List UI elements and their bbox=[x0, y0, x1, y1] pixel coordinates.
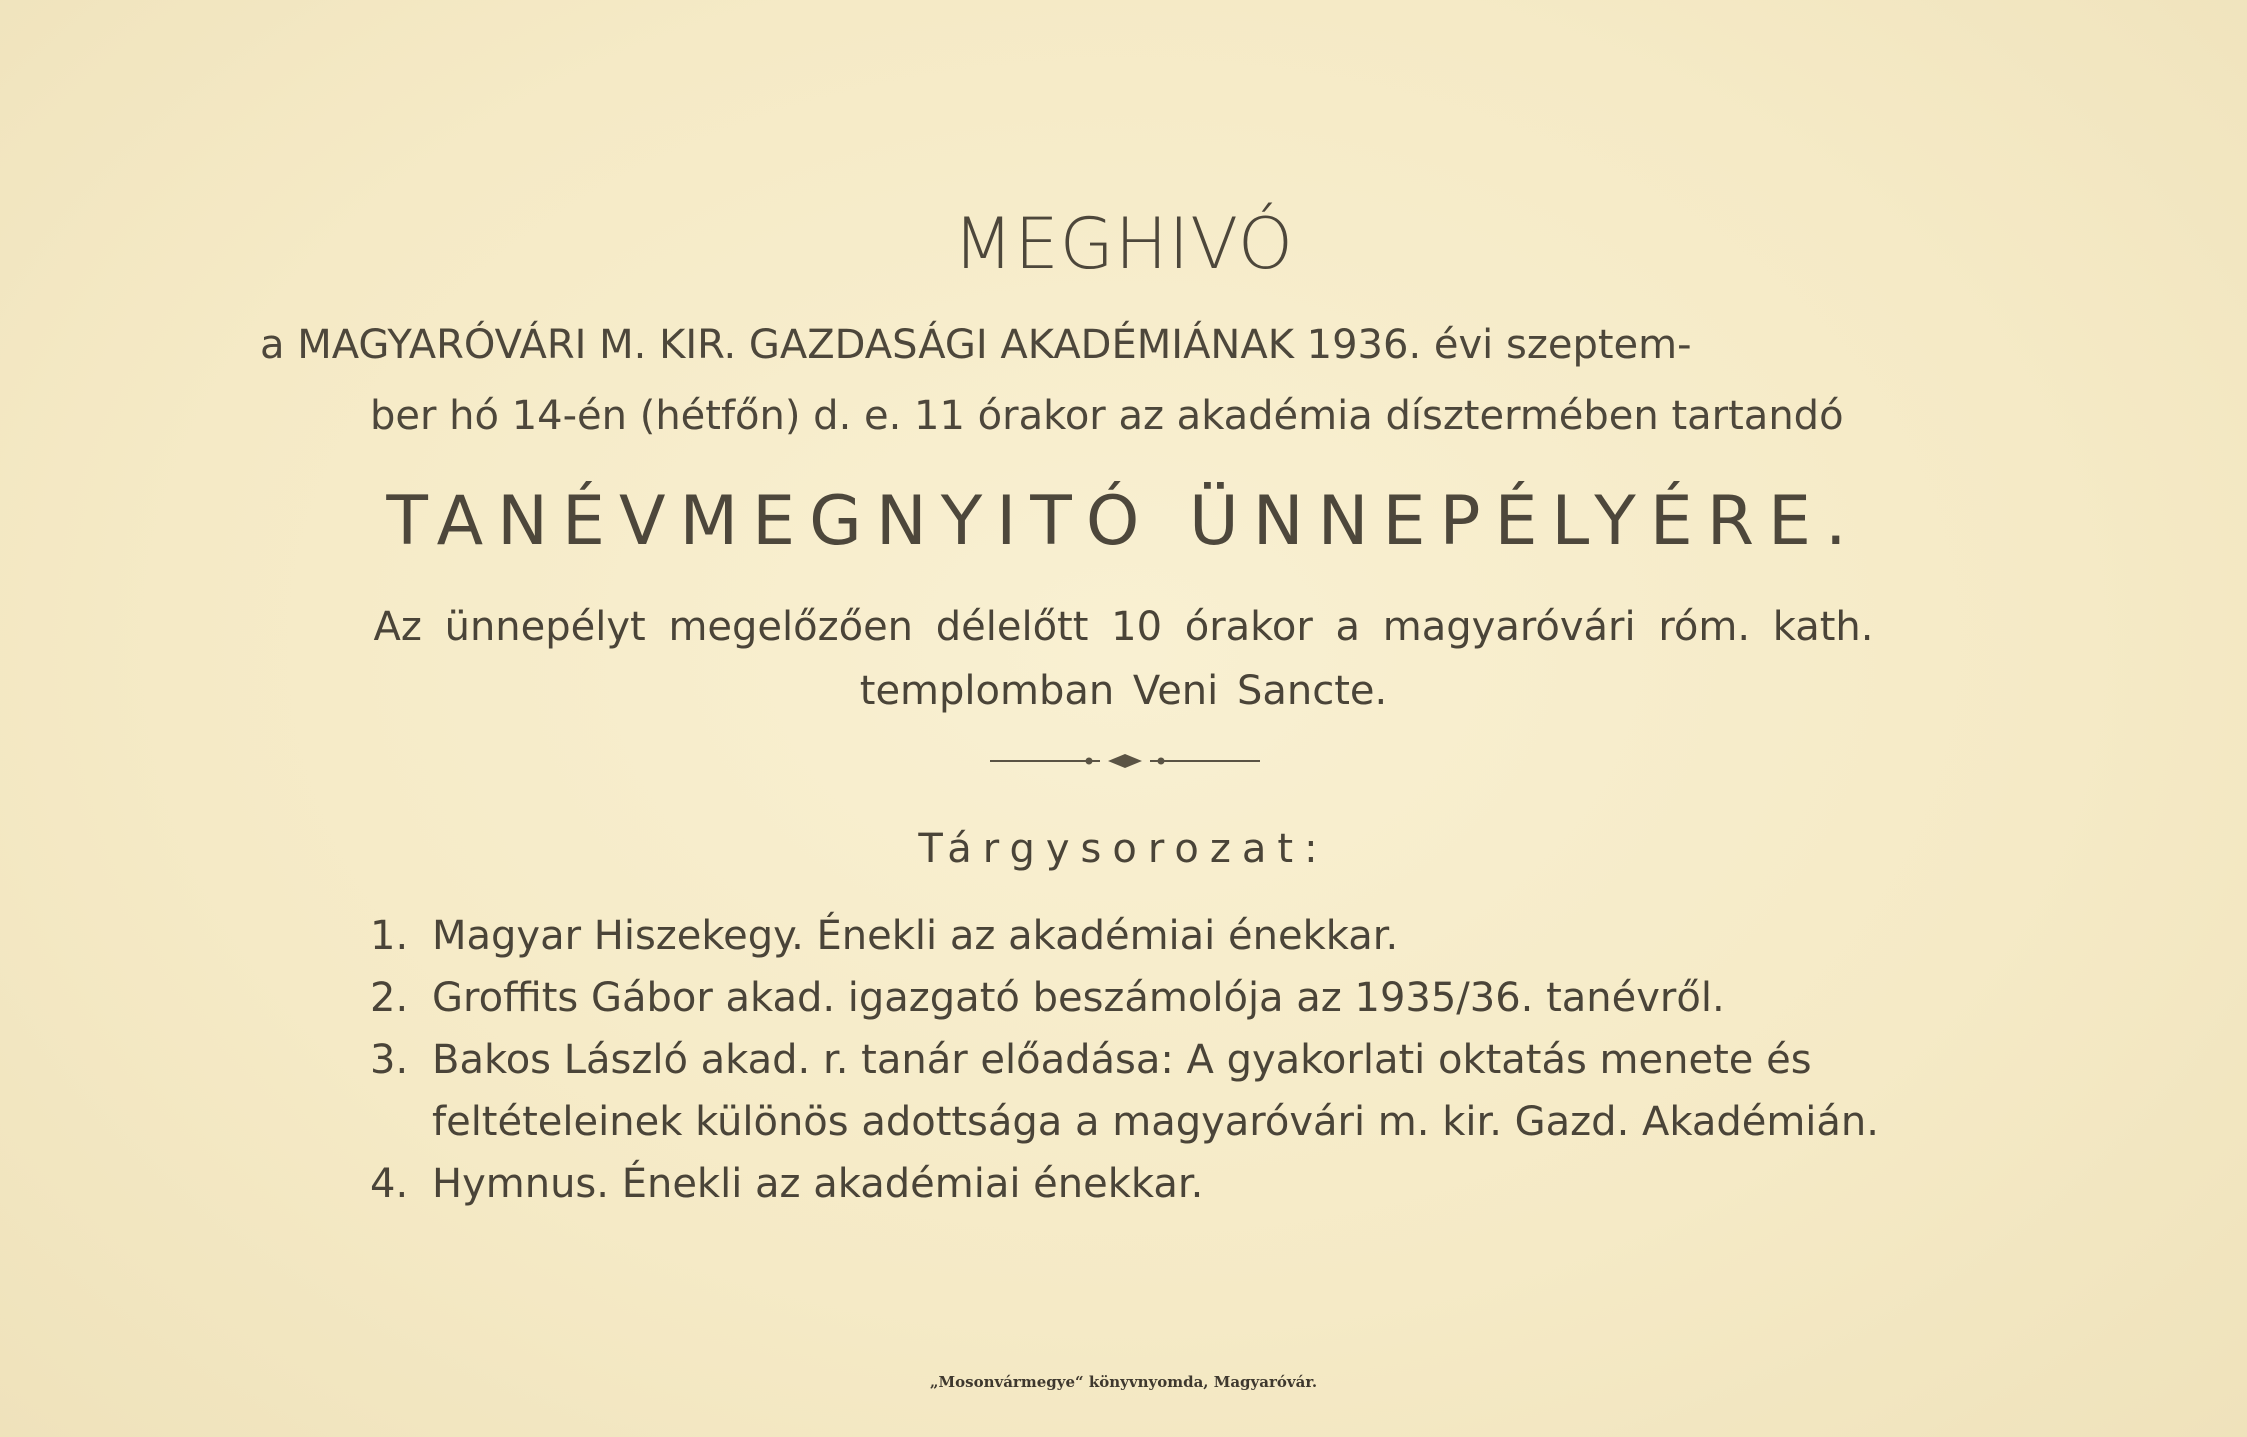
agenda-item bbox=[370, 967, 1890, 1029]
agenda-item-number: 2. bbox=[370, 975, 409, 1021]
agenda-item bbox=[370, 1029, 1890, 1091]
agenda-item-text: Hymnus. Énekli az akadémiai énekkar. bbox=[432, 1161, 1204, 1207]
printer-imprint: „Mosonvármegye“ könyvnyomda, Magyaróvár. bbox=[929, 1373, 1318, 1391]
agenda-heading: Tárgysorozat: bbox=[918, 826, 1329, 872]
agenda-item-text: Magyar Hiszekegy. Énekli az akadémiai énekkar. bbox=[432, 913, 1399, 959]
agenda-item-text: Groffits Gábor akad. igazgató beszámolója az 1935/36. tanévről. bbox=[432, 975, 1725, 1021]
intro-line-1: a MAGYARÓVÁRI M. KIR. GAZDASÁGI AKADÉMIÁNAK 1936. évi szeptem- bbox=[260, 322, 1692, 368]
pre-event-line-2: templomban Veni Sancte. bbox=[859, 668, 1388, 714]
invitation-title: MEGHIVÓ bbox=[953, 203, 1294, 285]
ornament-divider-icon bbox=[990, 746, 1260, 776]
agenda-item-number: 3. bbox=[370, 1037, 409, 1083]
agenda-item bbox=[370, 1153, 1890, 1215]
agenda-item-text: Bakos László akad. r. tanár előadása: A gyakorlati oktatás menete és bbox=[432, 1037, 1812, 1083]
agenda-item-number: 1. bbox=[370, 913, 409, 959]
agenda-item bbox=[370, 905, 1890, 967]
agenda-item-text: feltételeinek különös adottsága a magyaróvári m. kir. Gazd. Akadémián. bbox=[432, 1099, 1879, 1145]
agenda-item-continuation bbox=[370, 1091, 1890, 1153]
event-title: TANÉVMEGNYITÓ ÜNNEPÉLYÉRE. bbox=[386, 482, 1861, 561]
agenda-item-number: 4. bbox=[370, 1161, 409, 1207]
agenda-list bbox=[370, 905, 1890, 1215]
pre-event-line-1: Az ünnepélyt megelőzően délelőtt 10 órakor a magyaróvári róm. kath. bbox=[373, 604, 1874, 650]
intro-line-2: ber hó 14-én (hétfőn) d. e. 11 órakor az akadémia dísztermében tartandó bbox=[370, 393, 1844, 439]
